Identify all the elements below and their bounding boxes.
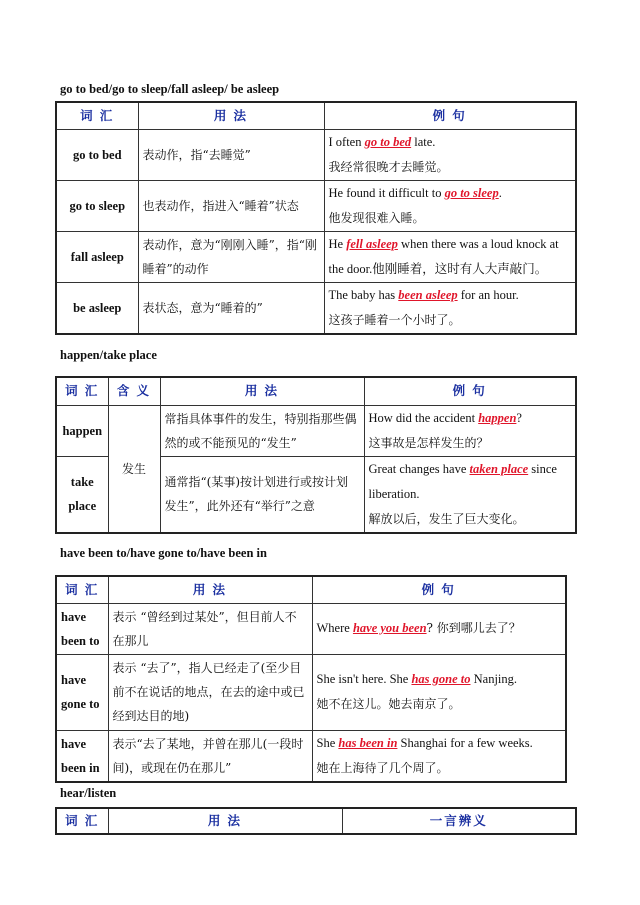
- table-row: [56, 180, 576, 231]
- word-cell: fall asleep: [56, 231, 138, 282]
- table-header-row: [56, 808, 576, 834]
- highlight-phrase: has been in: [338, 735, 398, 750]
- example-cell: [364, 405, 576, 456]
- usage-cell: 表状态，意为“睡着的”: [138, 282, 324, 334]
- usage-cell: 也表动作，指进入“睡着”状态: [138, 180, 324, 231]
- table-row: [56, 231, 576, 282]
- example-translation: 她不在这儿。她去南京了。: [316, 697, 461, 711]
- header-word: 词 汇: [56, 808, 108, 834]
- header-example: 例 句: [312, 576, 566, 603]
- section-title-have-been: have been to/have gone to/have been in: [60, 546, 267, 560]
- usage-cell: 常指具体事件的发生，特别指那些偶然的或不能预见的“发生”: [160, 405, 364, 456]
- word-cell: happen: [56, 405, 108, 456]
- highlight-phrase: go to bed: [364, 134, 412, 149]
- example-text: since liberation.: [368, 461, 557, 501]
- example-text: He: [328, 236, 347, 251]
- header-usage: 用 法: [108, 808, 342, 834]
- usage-cell: 表动作，意为“刚刚入睡”，指“刚睡着”的动作: [138, 231, 324, 282]
- table-have-been: [55, 575, 567, 783]
- highlight-phrase: has gone to: [411, 672, 471, 686]
- highlight-phrase: go to sleep: [444, 185, 499, 200]
- example-translation: 我经常很晚才去睡觉。: [328, 159, 449, 174]
- example-cell: [312, 603, 566, 654]
- highlight-phrase: fell asleep: [346, 236, 398, 251]
- table-row: [56, 654, 566, 730]
- table-hear-listen: [55, 807, 577, 835]
- header-example: 例 句: [324, 102, 576, 129]
- example-text: I often: [328, 134, 365, 149]
- header-usage: 用 法: [108, 576, 312, 603]
- example-text: Shanghai for a few weeks.: [397, 735, 533, 750]
- word-cell: be asleep: [56, 282, 138, 334]
- example-text: ?: [516, 410, 522, 425]
- example-text: She isn't here. She: [316, 672, 412, 686]
- example-text: Great changes have: [368, 461, 470, 476]
- example-text: The baby has: [328, 287, 399, 302]
- example-text: He found it difficult to: [328, 185, 445, 200]
- example-cell: [324, 231, 576, 282]
- header-usage: 用 法: [160, 377, 364, 405]
- example-text: when there was a loud knock at the door.他刚睡着，这时有人大声敲门。: [328, 236, 559, 276]
- word-cell: take place: [56, 456, 108, 533]
- usage-cell: 通常指“(某事)按计划进行或按计划发生”，此外还有“举行”之意: [160, 456, 364, 533]
- example-translation: 解放以后，发生了巨大变化。: [368, 511, 525, 526]
- example-text: How did the accident: [368, 410, 479, 425]
- meaning-cell: 发生: [108, 405, 160, 533]
- table-row: [56, 282, 576, 334]
- table-header-row: [56, 377, 576, 405]
- table-row: [56, 129, 576, 180]
- header-word: 词 汇: [56, 377, 108, 405]
- usage-cell: 表动作，指“去睡觉”: [138, 129, 324, 180]
- example-text: She: [316, 735, 339, 750]
- header-word: 词 汇: [56, 102, 138, 129]
- section-title-hear-listen: hear/listen: [60, 786, 117, 800]
- example-cell: [324, 180, 576, 231]
- highlight-phrase: been asleep: [398, 287, 458, 302]
- word-cell: have been in: [56, 730, 108, 782]
- example-translation: 这事故是怎样发生的？: [368, 435, 489, 450]
- highlight-phrase: happen: [478, 410, 517, 425]
- example-cell: [364, 456, 576, 533]
- table-header-row: [56, 102, 576, 129]
- example-cell: [312, 730, 566, 782]
- example-cell: [312, 654, 566, 730]
- header-usage: 用 法: [138, 102, 324, 129]
- example-text: for an hour.: [457, 287, 519, 302]
- example-translation: 这孩子睡着一个小时了。: [328, 312, 461, 327]
- table-sleep: [55, 101, 577, 335]
- usage-cell: 表示 “曾经到过某处”，但目前人不在那儿: [108, 603, 312, 654]
- header-distinction: 一言辨义: [342, 808, 576, 834]
- header-word: 词 汇: [56, 576, 108, 603]
- section-title-happen: happen/take place: [60, 348, 157, 362]
- table-row: [56, 405, 576, 456]
- table-header-row: [56, 576, 566, 603]
- usage-cell: 表示 “去了”，指人已经走了(至少目前不在说话的地点，在去的途中或已经到达目的地): [108, 654, 312, 730]
- table-happen: [55, 376, 577, 534]
- example-text: Nanjing.: [470, 672, 518, 686]
- section-title-sleep: go to bed/go to sleep/fall asleep/ be asleep: [60, 82, 280, 96]
- example-text: Where: [316, 621, 353, 635]
- word-cell: have gone to: [56, 654, 108, 730]
- example-text: late.: [411, 134, 436, 149]
- header-meaning: 含 义: [108, 377, 160, 405]
- word-cell: have been to: [56, 603, 108, 654]
- table-row: [56, 730, 566, 782]
- example-cell: [324, 282, 576, 334]
- example-text: ? 你到哪儿去了？: [426, 621, 521, 635]
- word-cell: go to bed: [56, 129, 138, 180]
- header-example: 例 句: [364, 377, 576, 405]
- example-translation: 她在上海待了几个周了。: [316, 760, 449, 775]
- highlight-phrase: taken place: [469, 461, 529, 476]
- example-cell: [324, 129, 576, 180]
- table-row: [56, 603, 566, 654]
- word-cell: go to sleep: [56, 180, 138, 231]
- example-translation: 他发现很难入睡。: [328, 210, 425, 225]
- example-text: .: [498, 185, 502, 200]
- highlight-phrase: have you been: [352, 621, 427, 635]
- usage-cell: 表示“去了某地，并曾在那儿(一段时间)，或现在仍在那儿”: [108, 730, 312, 782]
